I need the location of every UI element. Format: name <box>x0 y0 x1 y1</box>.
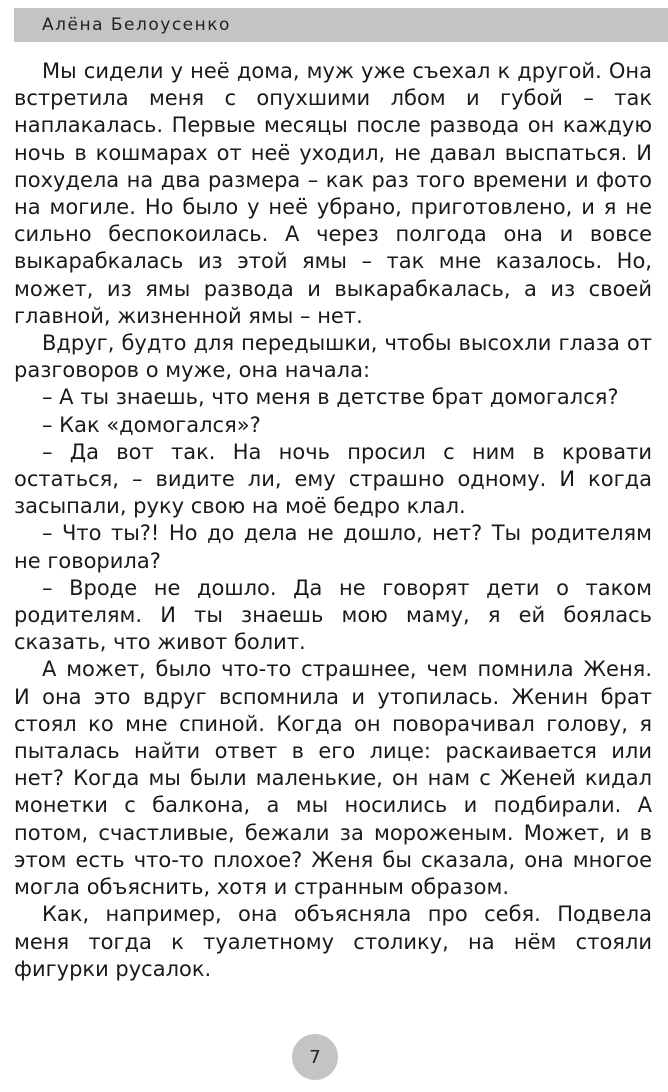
paragraph: Мы сидели у неё дома, муж уже съехал к другой. Она встретила меня с опухшими лбом и губой – так наплакалась. Первые месяцы после развода он каждую ночь в кошмарах от неё уходил, не давал выспаться. И похудела на два размера – как раз того времени и фото на могиле. Но было у неё убрано, приготовлено, и я не сильно беспокоилась. А через полгода она и вовсе выкарабкалась из этой ямы – так мне казалось. Но, может, из ямы развода и выкарабкалась, а из своей главной, жизненной ямы – нет. <box>14 59 652 328</box>
dialogue-line: – Что ты?! Но до дела не дошло, нет? Ты родителям не говорила? <box>14 521 652 573</box>
dialogue-line: – Да вот так. На ночь просил с ним в кровати остаться, – видите ли, ему страшно одному. И когда засыпали, руку свою на моё бедро клал. <box>14 439 652 519</box>
author-name: Алёна Белоусенко <box>42 15 231 35</box>
dialogue-line: – А ты знаешь, что меня в детстве брат домогался? <box>42 385 619 410</box>
paragraph: Как, например, она объясняла про себя. Подвела меня тогда к туалетному столику, на нём стояли фигурки русалок. <box>14 902 652 981</box>
paragraph: А может, было что-то страшнее, чем помнила Женя. И она это вдруг вспомнила и утопилась. Женин брат стоял ко мне спиной. Когда он поворачивал голову, я пыталась найти ответ в его лице: раскаивается или нет? Когда мы были маленькие, он нам с Женей кидал монетки с балкона, а мы носились и подбирали. А потом, счастливые, бежали за мороженым. Может, и в этом есть что-то плохое? Женя бы сказала, она многое могла объяснить, хотя и странным образом. <box>14 657 652 900</box>
paragraph: Вдруг, будто для передышки, чтобы высохли глаза от разговоров о муже, она начала: <box>14 331 652 383</box>
dialogue-line: – Вроде не дошло. Да не говорят дети о таком родителям. И ты знаешь мою маму, я ей боялась сказать, что живот болит. <box>14 575 652 655</box>
dialogue-line: – Как «домогался»? <box>42 412 261 437</box>
page-body <box>14 58 652 983</box>
page-number: 7 <box>292 1034 338 1080</box>
